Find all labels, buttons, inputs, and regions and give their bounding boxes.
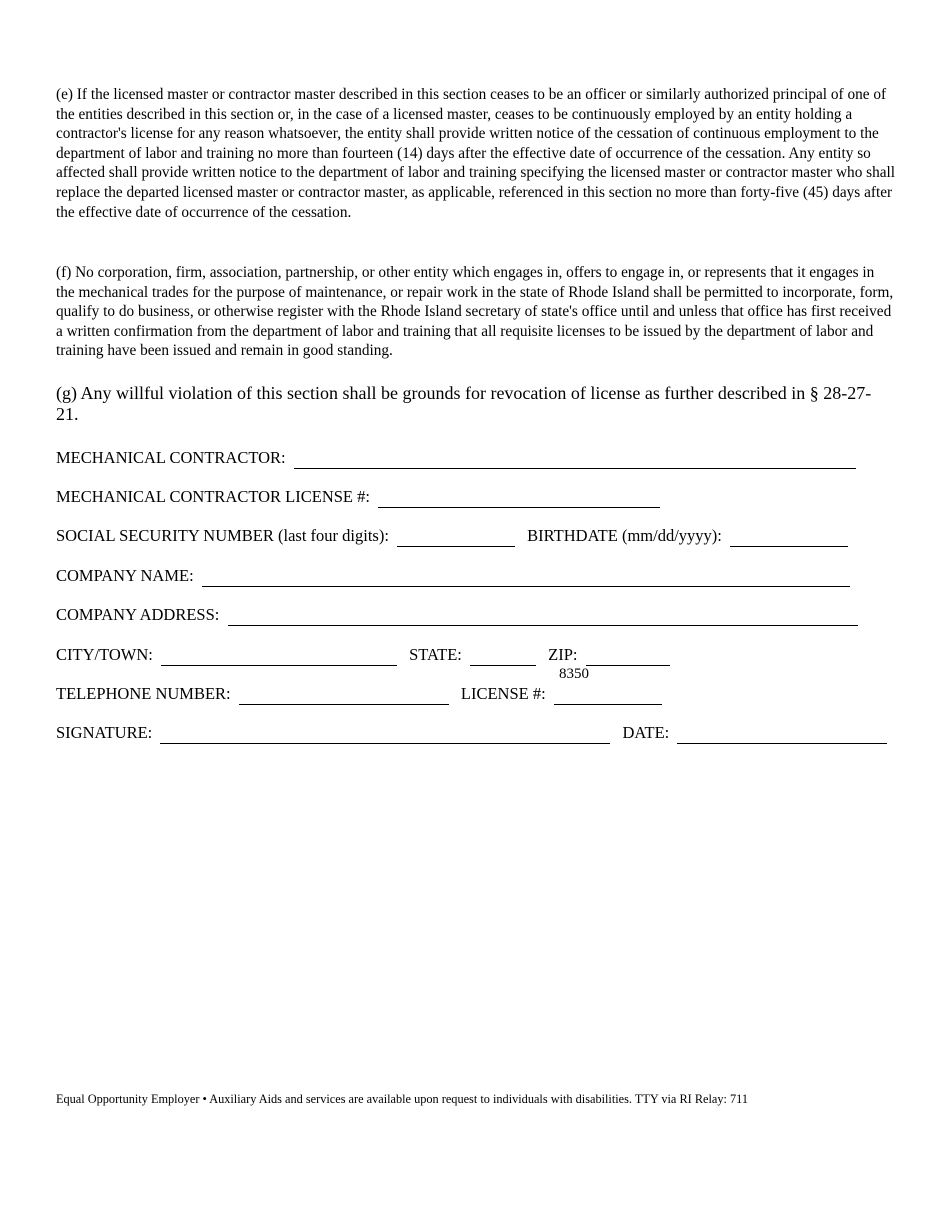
mechanical-contractor-row: [56, 447, 864, 469]
state-label: STATE:: [409, 645, 462, 664]
state-field[interactable]: [470, 649, 536, 666]
ssn-label: SOCIAL SECURITY NUMBER (last four digits):: [56, 526, 389, 545]
zip-field[interactable]: [586, 649, 670, 666]
license-label: LICENSE #:: [460, 684, 546, 703]
city-state-zip-row: [56, 644, 678, 666]
telephone-license-row: [56, 683, 670, 705]
company-address-label: COMPANY ADDRESS:: [56, 605, 220, 624]
mechanical-contractor-label: MECHANICAL CONTRACTOR:: [56, 448, 286, 467]
contractor-license-label: MECHANICAL CONTRACTOR LICENSE #:: [56, 487, 370, 506]
city-label: CITY/TOWN:: [56, 645, 153, 664]
company-address-field[interactable]: [228, 609, 858, 626]
telephone-label: TELEPHONE NUMBER:: [56, 684, 231, 703]
license-number-value: 8350: [559, 666, 589, 682]
company-address-row: [56, 604, 866, 626]
signature-label: SIGNATURE:: [56, 723, 153, 742]
zip-label: ZIP:: [548, 645, 578, 664]
paragraph-e: (e) If the licensed master or contractor master described in this section ceases to be an officer or similarly authorized principal of one of the entities described in this section or, in the case of a licensed master, ceases to be continuously employed by an entity holding a contractor's license for any reason whatsoever, the entity shall provide written notice of the cessation of continuous employment to the department of labor and training no more than fourteen (14) days after the effective date of occurrence of the cessation. Any entity so affected shall provide written notice to the department of labor and training specifying the licensed master or contractor master who shall replace the departed licensed master or contractor master, as applicable, referenced in this section no more than forty-five (45) days after the effective date of occurrence of the cessation.: [56, 86, 896, 221]
contractor-license-field[interactable]: [378, 491, 660, 508]
city-field[interactable]: [161, 649, 397, 666]
paragraph-f: (f) No corporation, firm, association, partnership, or other entity which engages in, offers to engage in, or represents that it engages in the mechanical trades for the purpose of maintenance, or repair work in the state of Rhode Island shall be permitted to incorporate, form, qualify to do business, or otherwise register with the Rhode Island secretary of state's office until and unless that office has first received a written confirmation from the department of labor and training that all requisite licenses to be issued by the department of labor and training have been issued and remain in good standing.: [56, 264, 894, 360]
signature-date-row: [56, 722, 895, 744]
license-field[interactable]: [554, 688, 662, 705]
contractor-license-row: [56, 486, 668, 508]
mechanical-contractor-field[interactable]: [294, 452, 856, 469]
date-field[interactable]: [677, 727, 887, 744]
company-name-row: [56, 565, 858, 587]
signature-field[interactable]: [160, 727, 610, 744]
birthdate-label: BIRTHDATE (mm/dd/yyyy):: [527, 526, 722, 545]
telephone-field[interactable]: [239, 688, 449, 705]
birthdate-field[interactable]: [730, 530, 848, 547]
footer-notice: Equal Opportunity Employer • Auxiliary Aids and services are available upon request to individuals with disabilities. TTY via RI Relay: 711: [56, 1092, 748, 1106]
paragraph-g: (g) Any willful violation of this section shall be grounds for revocation of license as further described in § 28-27-21.: [56, 383, 872, 424]
company-name-label: COMPANY NAME:: [56, 566, 194, 585]
company-name-field[interactable]: [202, 570, 850, 587]
ssn-field[interactable]: [397, 530, 515, 547]
date-label: DATE:: [622, 723, 670, 742]
ssn-birthdate-row: [56, 525, 856, 547]
